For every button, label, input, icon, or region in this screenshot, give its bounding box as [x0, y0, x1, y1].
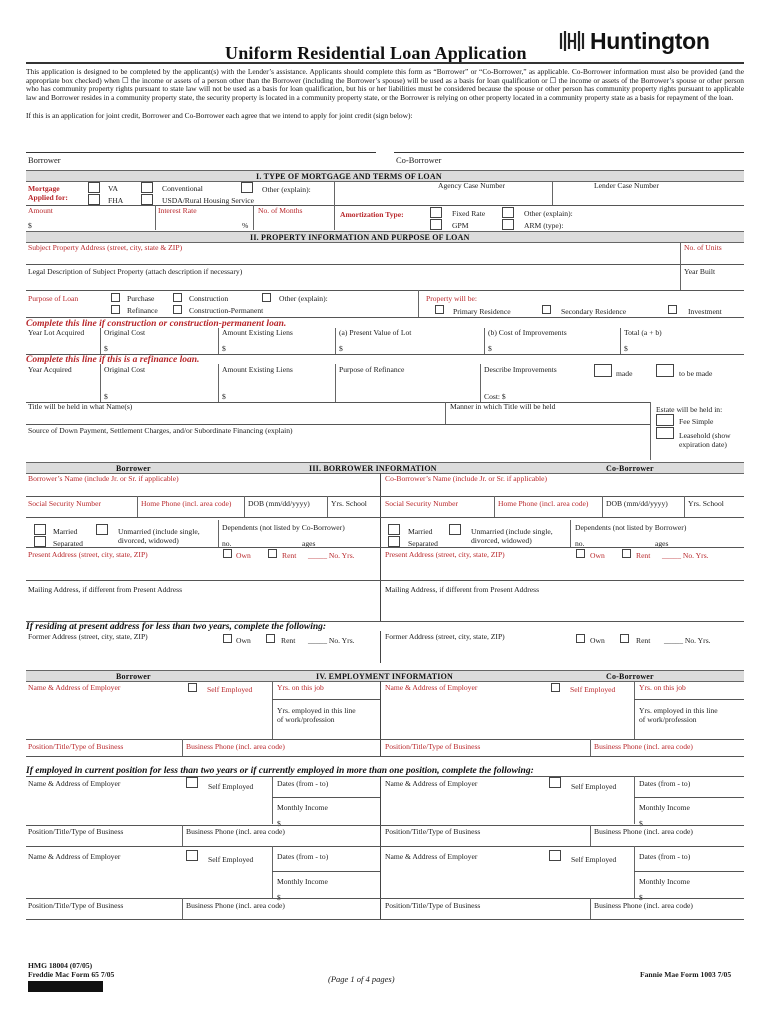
b-former-own-checkbox[interactable] [223, 634, 232, 643]
freddie-mac-form: Freddie Mac Form 65 7/05 [28, 970, 115, 979]
c-emp2-position-label: Position/Title/Type of Business [385, 901, 481, 910]
original-cost-label: Original Cost [104, 328, 146, 337]
b-own-checkbox[interactable] [223, 549, 232, 558]
b-former-rent-checkbox[interactable] [266, 634, 275, 643]
section-2-header: II. PROPERTY INFORMATION AND PURPOSE OF LOAN [26, 231, 744, 243]
c-emp1-phone-label: Business Phone (incl. area code) [594, 827, 693, 836]
c-ssn-label: Social Security Number [385, 499, 458, 508]
title-held-label: Title will be held in what Name(s) [28, 402, 133, 411]
total-label: Total (a + b) [624, 328, 662, 337]
purpose-refi-label: Purpose of Refinance [339, 365, 405, 374]
secondary-label: Secondary Residence [561, 307, 627, 316]
construction-perm-label: Construction-Permanent [189, 306, 264, 315]
other-purpose-checkbox[interactable] [262, 293, 271, 302]
borrower-name-label: Borrower’s Name (include Jr. or Sr. if applicable) [28, 474, 179, 483]
c-emp1-dollar: $ [639, 819, 643, 828]
dollar-2: $ [222, 344, 226, 353]
c-dependents-no: no. [575, 539, 585, 548]
refinance-label: Refinance [127, 306, 158, 315]
c-emp1-self-checkbox[interactable] [549, 777, 561, 788]
b-self-employed-label: Self Employed [207, 685, 253, 694]
amount-label: Amount [28, 206, 53, 215]
agency-case-label: Agency Case Number [438, 181, 506, 190]
purchase-checkbox[interactable] [111, 293, 120, 302]
rate-percent: % [242, 221, 249, 230]
investment-label: Investment [688, 307, 722, 316]
b-emp1-dates-label: Dates (from - to) [277, 779, 329, 788]
c-emp1-self-label: Self Employed [571, 782, 617, 791]
b-emp1-self-label: Self Employed [208, 782, 254, 791]
refi-dollar-2: $ [222, 392, 226, 401]
fee-simple-label: Fee Simple [679, 417, 714, 426]
c-mailing-label: Mailing Address, if different from Present Address [385, 585, 540, 594]
refi-existing-liens-label: Amount Existing Liens [222, 365, 293, 374]
c-self-employed-label: Self Employed [570, 685, 616, 694]
section-4-header: Borrower IV. EMPLOYMENT INFORMATION Co-Borrower [26, 670, 744, 682]
manner-label: Manner in which Title will be held [450, 402, 556, 411]
c-former-own-label: Own [590, 636, 605, 645]
b-emp1-employer-label: Name & Address of Employer [28, 779, 121, 788]
b-separated-label: Separated [53, 539, 83, 548]
b-present-address-label: Present Address (street, city, state, ZIP) [28, 550, 148, 559]
c-bus-phone-label: Business Phone (incl. area code) [594, 742, 693, 751]
mortgage-applied-label: Mortgage Applied for: [28, 184, 68, 202]
other-mortgage-checkbox[interactable] [241, 182, 253, 193]
b-yrs-job-label: Yrs. on this job [277, 683, 324, 692]
lender-case-label: Lender Case Number [594, 181, 659, 190]
amortization-label: Amortization Type: [340, 210, 404, 219]
b-emp2-dollar: $ [277, 893, 281, 902]
b-unmarried-checkbox[interactable] [96, 524, 108, 535]
b-dob-label: DOB (mm/dd/yyyy) [248, 499, 310, 508]
year-acquired-label: Year Acquired [28, 365, 72, 374]
b-former-address-label: Former Address (street, city, state, ZIP) [28, 632, 148, 641]
c-emp1-employer-label: Name & Address of Employer [385, 779, 478, 788]
refi-dollar-1: $ [104, 392, 108, 401]
existing-liens-label: Amount Existing Liens [222, 328, 293, 337]
c-dependents-ages: ages [655, 539, 669, 548]
c-emp2-self-checkbox[interactable] [549, 850, 561, 861]
b-emp2-self-checkbox[interactable] [186, 850, 198, 861]
b-dependents-label: Dependents (not listed by Co-Borrower) [222, 523, 345, 532]
describe-improvements-label: Describe Improvements [484, 365, 557, 374]
year-built-label: Year Built [684, 267, 716, 276]
c-emp2-self-label: Self Employed [571, 855, 617, 864]
c-rent-label: Rent [636, 551, 651, 560]
b-emp1-self-checkbox[interactable] [186, 777, 198, 788]
to-be-made-label: to be made [679, 369, 713, 378]
b-former-no-yrs: _____ No. Yrs. [308, 636, 355, 645]
b-emp1-monthly-label: Monthly Income [277, 803, 328, 812]
b-employer-label: Name & Address of Employer [28, 683, 121, 692]
footer-black-bar [28, 981, 103, 992]
b-dependents-no: no. [222, 539, 232, 548]
b-ssn-label: Social Security Number [28, 499, 101, 508]
c-emp2-monthly-label: Monthly Income [639, 877, 690, 886]
c-yrs-job-label: Yrs. on this job [639, 683, 686, 692]
gpm-checkbox[interactable] [430, 219, 442, 230]
b-emp2-monthly-label: Monthly Income [277, 877, 328, 886]
former-address-heading: If residing at present address for less than two years, complete the following: [26, 622, 327, 632]
b-separated-checkbox[interactable] [34, 536, 46, 547]
arm-label: ARM (type): [524, 221, 564, 230]
b-former-rent-label: Rent [281, 636, 296, 645]
made-checkbox[interactable] [594, 364, 612, 377]
b-married-label: Married [53, 527, 78, 536]
fixed-rate-checkbox[interactable] [430, 207, 442, 218]
b-position-label: Position/Title/Type of Business [28, 742, 124, 751]
b-own-label: Own [236, 551, 251, 560]
other-mortgage-label: Other (explain): [262, 185, 311, 194]
c-emp1-dates-label: Dates (from - to) [639, 779, 691, 788]
units-label: No. of Units [684, 243, 722, 252]
b-phone-label: Home Phone (incl. area code) [141, 499, 232, 508]
construction-checkbox[interactable] [173, 293, 182, 302]
conventional-checkbox[interactable] [141, 182, 153, 193]
fannie-mae-form: Fannie Mae Form 1003 7/05 [640, 970, 732, 979]
va-label: VA [108, 184, 118, 193]
additional-employment-heading: If employed in current position for less than two years or if currently employed in more than one position, complete the following: [26, 766, 534, 776]
page-number: (Page 1 of 4 pages) [328, 974, 395, 984]
refi-original-cost-label: Original Cost [104, 365, 146, 374]
borrower-signature-label: Borrower [28, 155, 61, 165]
b-yrs-school-label: Yrs. School [331, 499, 367, 508]
va-checkbox[interactable] [88, 182, 100, 193]
b-bus-phone-label: Business Phone (incl. area code) [186, 742, 285, 751]
amount-dollar: $ [28, 221, 32, 230]
leasehold-label: Leasehold (show expiration date) [679, 431, 731, 449]
joint-credit-note: If this is an application for joint credit, Borrower and Co-Borrower each agree that we intend to apply for joint credit (sign below): [26, 111, 413, 120]
conventional-label: Conventional [162, 184, 203, 193]
source-label: Source of Down Payment, Settlement Charges, and/or Subordinate Financing (explain) [28, 426, 293, 435]
b-emp2-self-label: Self Employed [208, 855, 254, 864]
c-separated-checkbox[interactable] [388, 536, 400, 547]
c-dob-label: DOB (mm/dd/yyyy) [606, 499, 668, 508]
c-emp2-dates-label: Dates (from - to) [639, 852, 691, 861]
b-emp2-position-label: Position/Title/Type of Business [28, 901, 124, 910]
c-self-employed-checkbox[interactable] [551, 683, 560, 692]
b-yrs-line-label: Yrs. employed in this line of work/profession [277, 706, 356, 724]
other-amort-label: Other (explain): [524, 209, 573, 218]
b-emp2-dates-label: Dates (from - to) [277, 852, 329, 861]
c-phone-label: Home Phone (incl. area code) [498, 499, 589, 508]
c-own-checkbox[interactable] [576, 549, 585, 558]
primary-label: Primary Residence [453, 307, 511, 316]
property-will-be-label: Property will be: [426, 294, 478, 303]
c-former-address-label: Former Address (street, city, state, ZIP) [385, 632, 505, 641]
b-emp1-phone-label: Business Phone (incl. area code) [186, 827, 285, 836]
b-dependents-ages: ages [302, 539, 316, 548]
leasehold-checkbox[interactable] [656, 427, 674, 439]
b-former-own-label: Own [236, 636, 251, 645]
c-emp2-employer-label: Name & Address of Employer [385, 852, 478, 861]
other-purpose-label: Other (explain): [279, 294, 328, 303]
huntington-logo-icon [558, 27, 586, 55]
refinance-line-heading: Complete this line if this is a refinance loan. [26, 355, 200, 365]
to-be-made-checkbox[interactable] [656, 364, 674, 377]
cost-improvements-label: (b) Cost of Improvements [488, 328, 567, 337]
fee-simple-checkbox[interactable] [656, 414, 674, 426]
interest-rate-label: Interest Rate [158, 206, 197, 215]
page-title: Uniform Residential Loan Application [225, 43, 527, 63]
made-label: made [616, 369, 633, 378]
dollar-4: $ [488, 344, 492, 353]
b-emp1-dollar: $ [277, 819, 281, 828]
c-unmarried-checkbox[interactable] [449, 524, 461, 535]
dollar-5: $ [624, 344, 628, 353]
intro-paragraph: This application is designed to be completed by the applicant(s) with the Lender’s assistance. Applicants should complete this form as “Borrower” or “Co-Borrower,” as applicable. Co-Borrower information must also be provided (and the appropriate box checked) when ☐ the income or assets of a person other than the Borrower (including the Borrower’s spouse) will be used as a basis for loan qualification or ☐ the income or assets of the Borrower’s spouse or other person who has community property rights pursuant to state law will not be used as a basis for loan qualification, but his or her liabilities must be considered because the spouse or other person has community property rights pursuant to applicable law and Borrower resides in a community property state, the security property is located in a community property state, or the Borrower is relying on other property located in a community property state as a basis for repayment of the loan. [26, 67, 744, 102]
usda-checkbox[interactable] [141, 194, 153, 205]
refinance-checkbox[interactable] [111, 305, 120, 314]
year-lot-label: Year Lot Acquired [28, 328, 85, 337]
primary-checkbox[interactable] [435, 305, 444, 314]
brand-name: Huntington [590, 28, 710, 54]
c-employer-label: Name & Address of Employer [385, 683, 478, 692]
b-self-employed-checkbox[interactable] [188, 683, 197, 692]
c-own-label: Own [590, 551, 605, 560]
c-married-label: Married [408, 527, 433, 536]
c-dependents-label: Dependents (not listed by Borrower) [575, 523, 687, 532]
arm-checkbox[interactable] [502, 219, 514, 230]
subject-address-label: Subject Property Address (street, city, state & ZIP) [28, 243, 183, 252]
b-emp2-phone-label: Business Phone (incl. area code) [186, 901, 285, 910]
c-separated-label: Separated [408, 539, 438, 548]
construction-line-heading: Complete this line if construction or construction-permanent loan. [26, 319, 287, 329]
c-present-address-label: Present Address (street, city, state, ZIP) [385, 550, 505, 559]
cost-label: Cost: $ [484, 392, 506, 401]
c-married-checkbox[interactable] [388, 524, 400, 535]
section-3-header: Borrower III. BORROWER INFORMATION Co-Borrower [26, 462, 744, 474]
c-emp2-dollar: $ [639, 893, 643, 902]
c-yrs-school-label: Yrs. School [688, 499, 724, 508]
b-mailing-label: Mailing Address, if different from Present Address [28, 585, 183, 594]
form-number: HMG 18004 (07/05) [28, 961, 93, 970]
brand-logo [558, 27, 746, 57]
investment-checkbox[interactable] [668, 305, 677, 314]
b-emp2-employer-label: Name & Address of Employer [28, 852, 121, 861]
months-label: No. of Months [258, 206, 303, 215]
c-emp1-monthly-label: Monthly Income [639, 803, 690, 812]
b-no-yrs-label: _____ No. Yrs. [308, 551, 355, 560]
section-1-header: I. TYPE OF MORTGAGE AND TERMS OF LOAN [26, 170, 744, 182]
c-unmarried-label: Unmarried (include single, divorced, widowed) [471, 527, 553, 545]
b-emp1-position-label: Position/Title/Type of Business [28, 827, 124, 836]
present-value-label: (a) Present Value of Lot [339, 328, 412, 337]
c-former-no-yrs: _____ No. Yrs. [664, 636, 711, 645]
c-no-yrs-label: _____ No. Yrs. [662, 551, 709, 560]
estate-label: Estate will be held in: [656, 405, 723, 414]
construction-label: Construction [189, 294, 229, 303]
coborrower-name-label: Co-Borrower’s Name (include Jr. or Sr. if applicable) [385, 474, 548, 483]
coborrower-signature-label: Co-Borrower [396, 155, 442, 165]
other-amort-checkbox[interactable] [502, 207, 514, 218]
construction-perm-checkbox[interactable] [173, 305, 182, 314]
c-yrs-line-label: Yrs. employed in this line of work/profession [639, 706, 718, 724]
b-unmarried-label: Unmarried (include single, divorced, widowed) [118, 527, 200, 545]
legal-description-label: Legal Description of Subject Property (attach description if necessary) [28, 267, 243, 276]
c-position-label: Position/Title/Type of Business [385, 742, 481, 751]
c-former-rent-label: Rent [636, 636, 651, 645]
c-rent-checkbox[interactable] [622, 549, 631, 558]
purpose-label: Purpose of Loan [28, 294, 79, 303]
c-former-rent-checkbox[interactable] [620, 634, 629, 643]
b-rent-label: Rent [282, 551, 297, 560]
b-married-checkbox[interactable] [34, 524, 46, 535]
fha-checkbox[interactable] [88, 194, 100, 205]
purchase-label: Purchase [127, 294, 155, 303]
fixed-rate-label: Fixed Rate [452, 209, 486, 218]
secondary-checkbox[interactable] [542, 305, 551, 314]
gpm-label: GPM [452, 221, 469, 230]
dollar-3: $ [339, 344, 343, 353]
c-emp1-position-label: Position/Title/Type of Business [385, 827, 481, 836]
dollar-1: $ [104, 344, 108, 353]
c-emp2-phone-label: Business Phone (incl. area code) [594, 901, 693, 910]
usda-label: USDA/Rural Housing Service [162, 196, 254, 205]
fha-label: FHA [108, 196, 124, 205]
b-rent-checkbox[interactable] [268, 549, 277, 558]
c-former-own-checkbox[interactable] [576, 634, 585, 643]
